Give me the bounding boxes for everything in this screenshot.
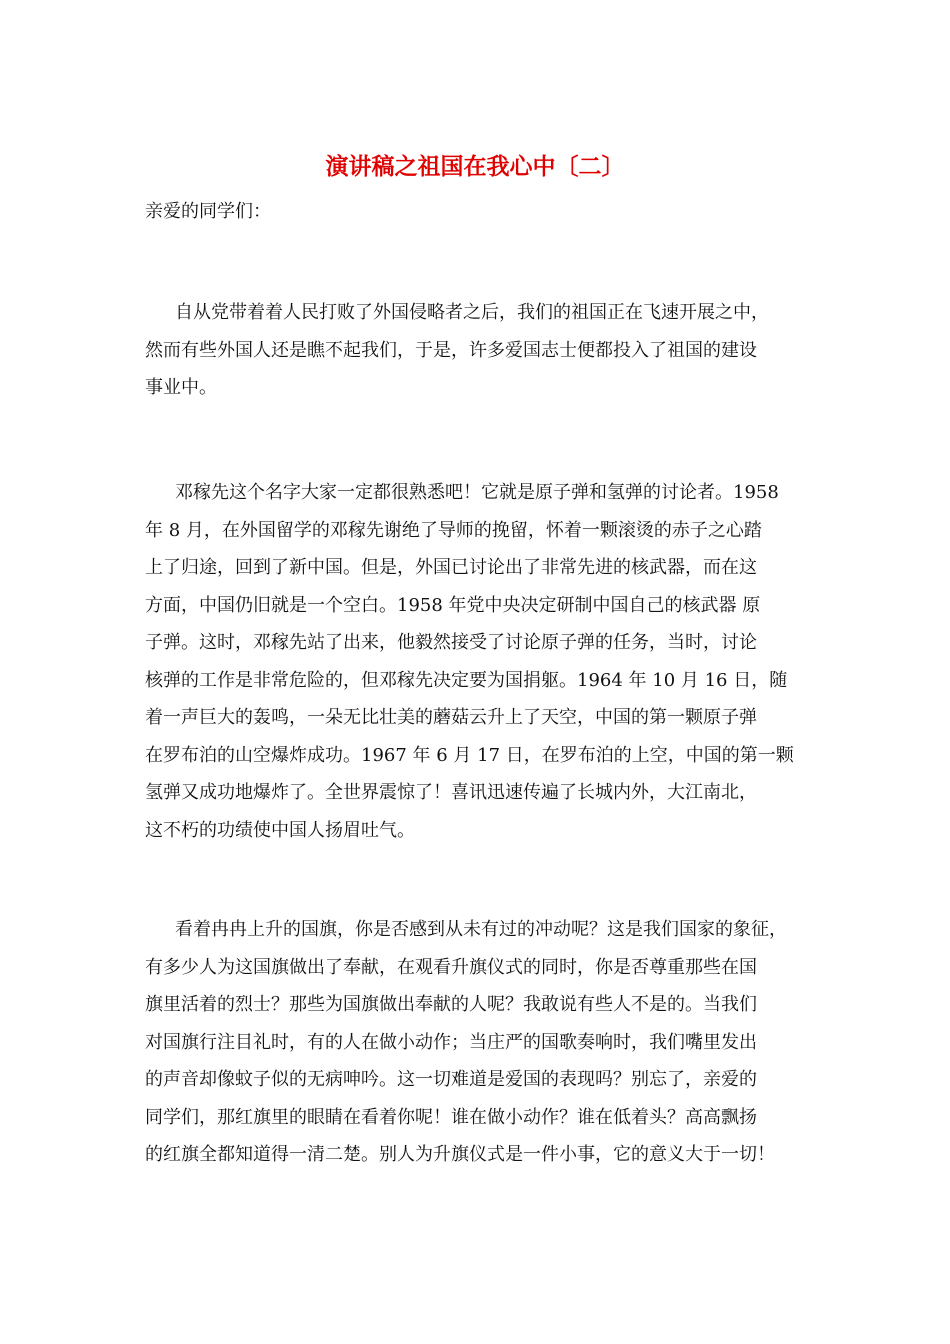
paragraph-line: 方面，中国仍旧就是一个空白。1958 年党中央决定研制中国自己的核武器 原 — [145, 594, 761, 616]
paragraph-line: 这不朽的功绩使中国人扬眉吐气。 — [145, 819, 415, 841]
paragraph-line: 看着冉冉上升的国旗，你是否感到从未有过的冲动呢？这是我们国家的象征， — [175, 919, 787, 940]
paragraph-line: 的红旗全都知道得一清二楚。别人为升旗仪式是一件小事，它的意义大于一切！ — [145, 1144, 775, 1165]
paragraph-line: 氢弹又成功地爆炸了。全世界震惊了！喜讯迅速传遍了长城内外，大江南北， — [145, 782, 757, 803]
greeting: 亲爱的同学们： — [145, 201, 271, 222]
paragraph-line: 有多少人为这国旗做出了奉献，在观看升旗仪式的同时，你是否尊重那些在国 — [145, 956, 757, 978]
paragraph-line: 自从党带着着人民打败了外国侵略者之后，我们的祖国正在飞速开展之中， — [175, 302, 769, 323]
paragraph-line: 然而有些外国人还是瞧不起我们，于是，许多爱国志士便都投入了祖国的建设 — [145, 339, 757, 361]
paragraph-line: 着一声巨大的轰鸣，一朵无比壮美的蘑菇云升上了天空，中国的第一颗原子弹 — [145, 707, 757, 728]
paragraph-line: 同学们，那红旗里的眼睛在看着你呢！谁在做小动作？谁在低着头？高高飘扬 — [145, 1106, 757, 1128]
paragraph-line: 上了归途，回到了新中国。但是，外国已讨论出了非常先进的核武器，而在这 — [145, 557, 757, 578]
paragraph-line: 的声音却像蚊子似的无病呻吟。这一切难道是爱国的表现吗？别忘了，亲爱的 — [145, 1069, 757, 1090]
paragraph-2 — [145, 474, 825, 849]
paragraph-1 — [145, 294, 825, 407]
paragraph-line: 事业中。 — [145, 377, 217, 398]
paragraph-line: 年 8 月，在外国留学的邓稼先谢绝了导师的挽留，怀着一颗滚烫的赤子之心踏 — [145, 519, 762, 541]
paragraph-3 — [145, 911, 825, 1174]
paragraph-line: 核弹的工作是非常危险的，但邓稼先决定要为国捐躯。1964 年 10 月 16 日，随 — [145, 669, 788, 691]
page-title: 演讲稿之祖国在我心中〔二〕 — [325, 153, 625, 180]
paragraph-line: 在罗布泊的山空爆炸成功。1967 年 6 月 17 日，在罗布泊的上空，中国的第一颗 — [145, 744, 794, 766]
paragraph-line: 旗里活着的烈士？那些为国旗做出奉献的人呢？我敢说有些人不是的。当我们 — [145, 994, 757, 1015]
paragraph-line: 对国旗行注目礼时，有的人在做小动作；当庄严的国歌奏响时，我们嘴里发出 — [145, 1031, 757, 1053]
paragraph-line: 邓稼先这个名字大家一定都很熟悉吧！它就是原子弹和氢弹的讨论者。1958 — [175, 482, 779, 503]
paragraph-line: 子弹。这时，邓稼先站了出来，他毅然接受了讨论原子弹的任务，当时，讨论 — [145, 632, 757, 653]
